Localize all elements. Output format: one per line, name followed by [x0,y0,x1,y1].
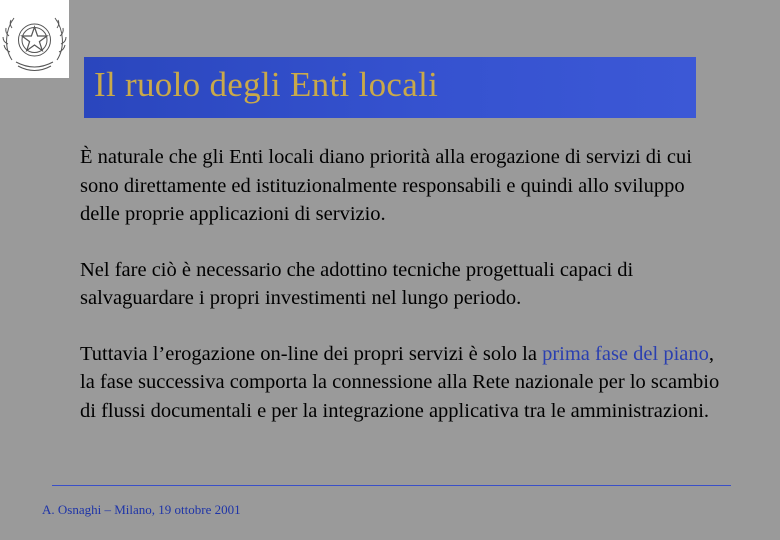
paragraph-3-after: , la fase successiva comporta la connessione alla Rete nazionale per lo scambio di flussi documentali e per la integrazione applicativa tra le amministrazioni. [80,342,720,422]
slide-body [80,143,720,452]
slide-title: Il ruolo degli Enti locali [94,65,439,104]
footer-credit: A. Osnaghi – Milano, 19 ottobre 2001 [42,502,241,517]
paragraph-2: Nel fare ciò è necessario che adottino tecniche progettuali capaci di salvaguardare i propri investimenti nel lungo periodo. [80,258,634,309]
title-bar [84,57,696,118]
paragraph-1: È naturale che gli Enti locali diano priorità alla erogazione di servizi di cui sono direttamente ed istituzionalmente responsabili e quindi allo sviluppo delle proprie applicazioni di servizio. [80,146,692,225]
footer-divider [52,485,731,486]
paragraph-3 [80,340,720,426]
paragraph-3-before: Tuttavia l’erogazione on-line dei propri servizi è solo la [80,342,543,365]
italian-republic-emblem-icon [2,2,67,76]
emblem-logo [0,0,69,78]
highlight-text: prima fase del piano [542,342,709,365]
